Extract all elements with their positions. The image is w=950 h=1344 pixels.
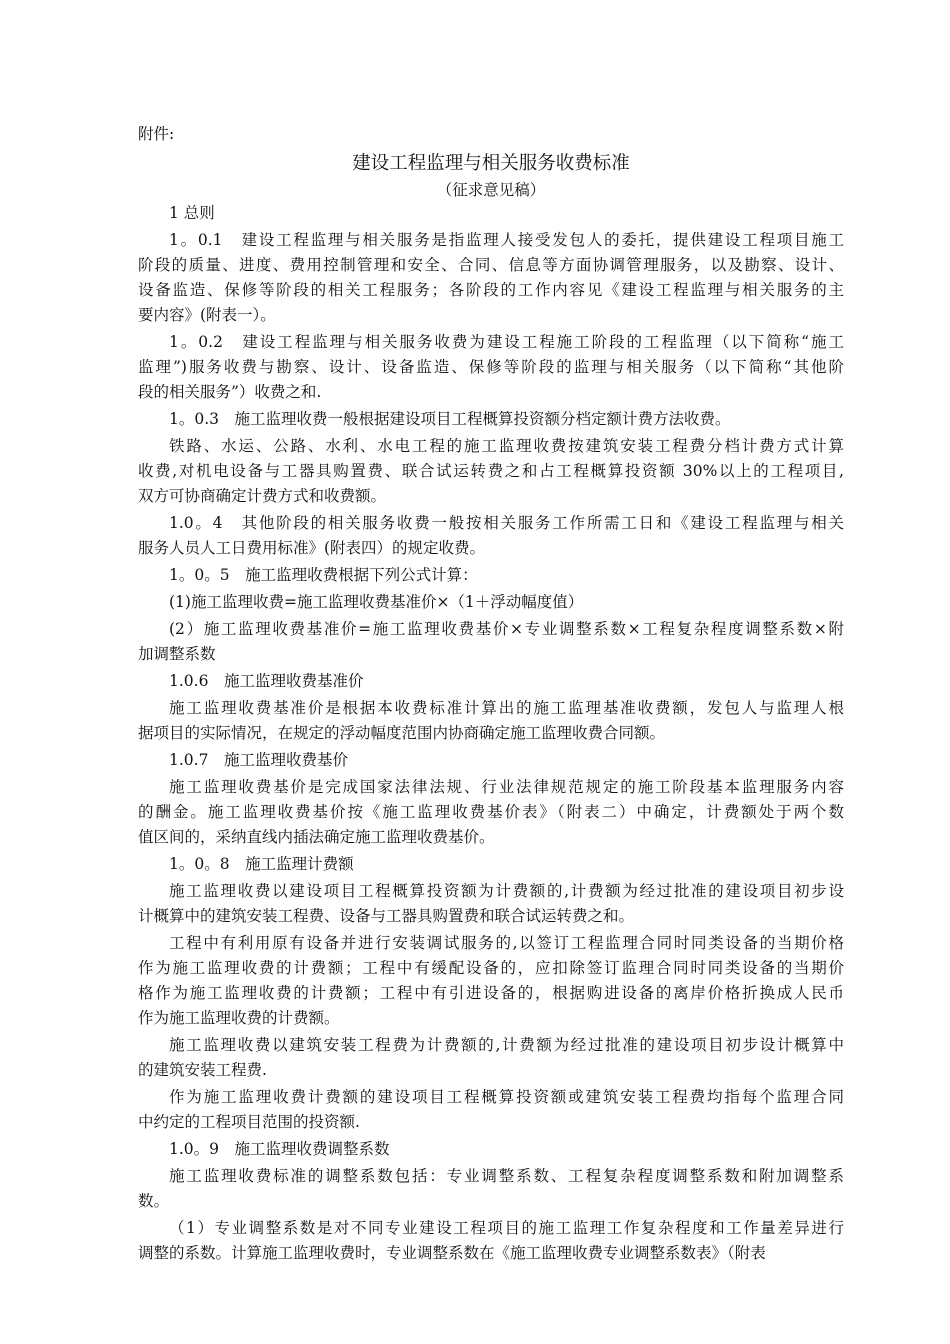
paragraph-line: (1)施工监理收费=施工监理收费基准价×（1＋浮动幅度值） xyxy=(169,593,584,611)
paragraph-line: 计概算中的建筑安装工程费、设备与工器具购置费和联合试运转费之和。 xyxy=(138,907,635,925)
document-body xyxy=(138,201,844,1266)
paragraph-line: 服务人员人工日费用标准》(附表四）的规定收费。 xyxy=(138,539,486,557)
paragraph-line: 双方可协商确定计费方式和收费额。 xyxy=(138,487,387,505)
paragraph xyxy=(138,563,844,588)
paragraph-line: 作为施工监理收费的计费额。 xyxy=(138,1009,340,1027)
paragraph-line: 调整的系数。计算施工监理收费时，专业调整系数在《施工监理收费专业调整系数表》（附表 xyxy=(138,1244,766,1262)
paragraph xyxy=(138,669,844,694)
paragraph-line: 1.0.7 施工监理收费基价 xyxy=(169,751,348,769)
document-title: 建设工程监理与相关服务收费标准 xyxy=(352,153,630,174)
paragraph-line: 施工监理收费标准的调整系数包括：专业调整系数、工程复杂程度调整系数和附加调整系 xyxy=(169,1167,844,1185)
paragraph-line: 1.0。9 施工监理收费调整系数 xyxy=(169,1140,390,1158)
paragraph-line: 工程中有利用原有设备并进行安装调试服务的,以签订工程监理合同时同类设备的当期价格 xyxy=(169,934,844,952)
paragraph-line: 1。0.2 建设工程监理与相关服务收费为建设工程施工阶段的工程监理（以下简称“施工 xyxy=(169,333,844,351)
paragraph xyxy=(138,1033,844,1083)
paragraph-line: 据项目的实际情况，在规定的浮动幅度范围内协商确定施工监理收费合同额。 xyxy=(138,724,666,742)
paragraph-line: 铁路、水运、公路、水利、水电工程的施工监理收费按建筑安装工程费分档计费方式计算 xyxy=(169,437,844,455)
document-subtitle: （征求意见稿） xyxy=(436,181,546,199)
paragraph-line: 收费,对机电设备与工器具购置费、联合试运转费之和占工程概算投资额 30%以上的工程项目, xyxy=(138,462,844,480)
paragraph xyxy=(138,748,844,773)
paragraph-line: 数。 xyxy=(138,1192,170,1210)
paragraph xyxy=(138,407,844,432)
paragraph-line: 的建筑安装工程费. xyxy=(138,1061,267,1079)
paragraph-line: 1。0.3 施工监理收费一般根据建设项目工程概算投资额分档定额计费方法收费。 xyxy=(169,410,731,428)
paragraph-line: 1.0。4 其他阶段的相关服务收费一般按相关服务工作所需工日和《建设工程监理与相关 xyxy=(169,514,844,532)
paragraph xyxy=(138,1137,844,1162)
paragraph-line: 中约定的工程项目范围的投资额. xyxy=(138,1113,360,1131)
paragraph-line: 施工监理收费以建筑安装工程费为计费额的,计费额为经过批准的建设项目初步设计概算中 xyxy=(169,1036,844,1054)
paragraph xyxy=(138,852,844,877)
paragraph xyxy=(138,931,844,1031)
paragraph-line: 1.0.6 施工监理收费基准价 xyxy=(169,672,364,690)
paragraph-line: (2）施工监理收费基准价=施工监理收费基价×专业调整系数×工程复杂程度调整系数×附 xyxy=(169,620,844,638)
paragraph xyxy=(138,1085,844,1135)
paragraph-line: 的酬金。施工监理收费基价按《施工监理收费基价表》（附表二）中确定，计费额处于两个数 xyxy=(138,803,844,821)
paragraph-line: 设备监造、保修等阶段的相关工程服务；各阶段的工作内容见《建设工程监理与相关服务的主 xyxy=(138,281,844,299)
paragraph xyxy=(138,1216,844,1266)
paragraph xyxy=(138,617,844,667)
paragraph-line: 段的相关服务”）收费之和. xyxy=(138,383,322,401)
paragraph xyxy=(138,696,844,746)
paragraph xyxy=(138,590,844,615)
paragraph-line: 施工监理收费以建设项目工程概算投资额为计费额的,计费额为经过批准的建设项目初步设 xyxy=(169,882,844,900)
paragraph xyxy=(138,330,844,405)
paragraph-line: 1。0.1 建设工程监理与相关服务是指监理人接受发包人的委托，提供建设工程项目施工 xyxy=(169,231,844,249)
paragraph-line: （1）专业调整系数是对不同专业建设工程项目的施工监理工作复杂程度和工作量差异进行 xyxy=(169,1219,844,1237)
paragraph-line: 1 总则 xyxy=(169,204,215,222)
paragraph xyxy=(138,511,844,561)
document-page xyxy=(138,122,844,1266)
paragraph-line: 1。0。8 施工监理计费额 xyxy=(169,855,354,873)
paragraph xyxy=(138,775,844,850)
paragraph-line: 监理”)服务收费与勘察、设计、设备监造、保修等阶段的监理与相关服务（以下简称“其他阶 xyxy=(138,358,844,376)
paragraph-line: 格作为施工监理收费的计费额；工程中有引进设备的，根据购进设备的离岸价格折换成人民币 xyxy=(138,984,844,1002)
paragraph-line: 施工监理收费基准价是根据本收费标准计算出的施工监理基准收费额，发包人与监理人根 xyxy=(169,699,844,717)
paragraph xyxy=(138,879,844,929)
attachment-label: 附件: xyxy=(138,125,175,143)
paragraph-line: 要内容》(附表一）。 xyxy=(138,306,276,324)
paragraph xyxy=(138,228,844,328)
paragraph-line: 阶段的质量、进度、费用控制管理和安全、合同、信息等方面协调管理服务，以及勘察、设计、 xyxy=(138,256,844,274)
paragraph xyxy=(138,1164,844,1214)
paragraph-line: 施工监理收费基价是完成国家法律法规、行业法律规范规定的施工阶段基本监理服务内容 xyxy=(169,778,844,796)
paragraph-line: 加调整系数 xyxy=(138,645,216,663)
paragraph xyxy=(138,434,844,509)
paragraph-line: 1。0。5 施工监理收费根据下列公式计算： xyxy=(169,566,478,584)
paragraph xyxy=(138,201,844,226)
paragraph-line: 作为施工监理收费计费额的建设项目工程概算投资额或建筑安装工程费均指每个监理合同 xyxy=(169,1088,844,1106)
paragraph-line: 作为施工监理收费的计费额；工程中有缓配设备的，应扣除签订监理合同时同类设备的当期价 xyxy=(138,959,844,977)
paragraph-line: 值区间的，采纳直线内插法确定施工监理收费基价。 xyxy=(138,828,495,846)
